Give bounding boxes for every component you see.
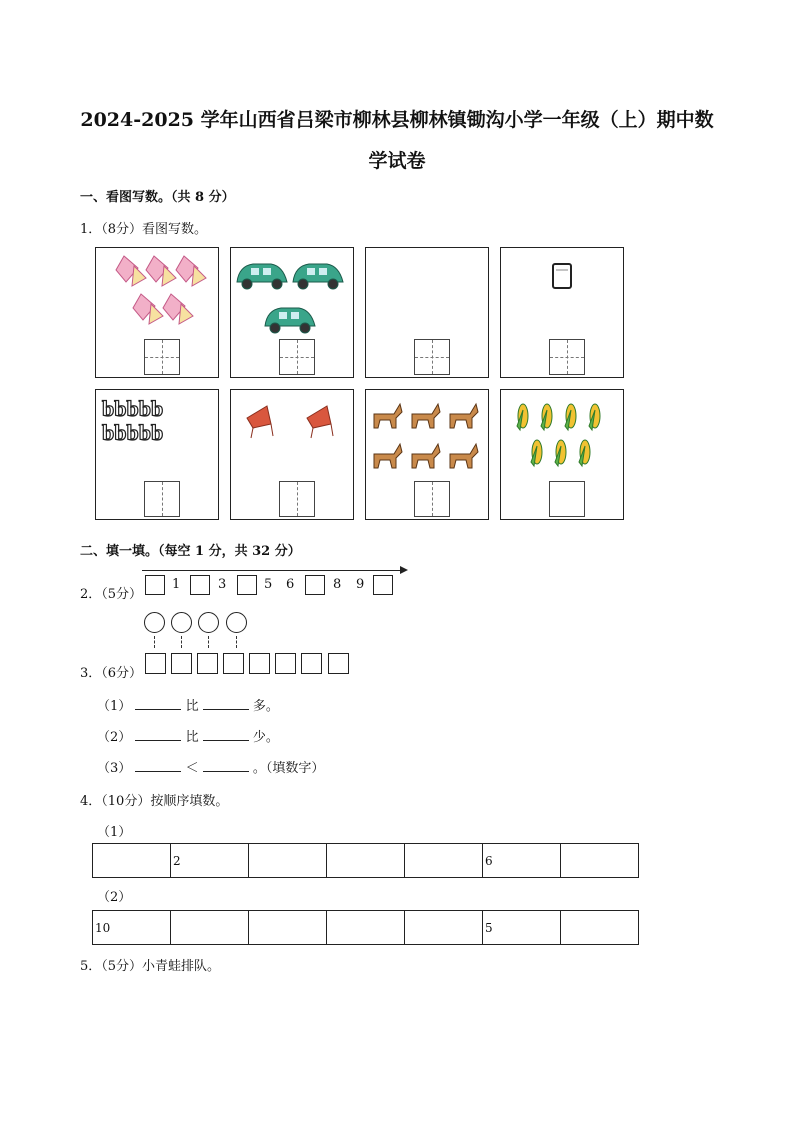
sequence-cell[interactable] [327, 911, 405, 945]
sequence-table-2 [92, 910, 639, 945]
number-line [142, 570, 406, 571]
q3-line-suffix: 。（填数字） [252, 761, 325, 776]
square-shape [171, 653, 192, 674]
q3-line-3 [97, 757, 324, 776]
q3-line-suffix: 少。 [252, 730, 279, 745]
answer-blank[interactable] [135, 697, 181, 710]
q3-compare-word: 比 [185, 730, 199, 745]
dashed-connector [236, 636, 237, 648]
square-shape [145, 653, 166, 674]
answer-blank[interactable] [203, 759, 249, 772]
number-label: 5 [264, 577, 273, 592]
number-label: 8 [333, 577, 342, 592]
horse-icon [366, 390, 488, 480]
circle-shape [144, 612, 165, 633]
question-2-label: 2．（5分） [80, 587, 143, 602]
number-writing-box[interactable] [279, 339, 315, 375]
question-3-label: 3．（6分） [80, 666, 143, 681]
question-5-label: 5．（5分）小青蛙排队。 [80, 959, 221, 974]
answer-blank[interactable] [203, 728, 249, 741]
sequence-cell[interactable] [561, 844, 639, 878]
q4-part-1-label: （1） [97, 825, 132, 840]
number-label: 1 [172, 577, 181, 592]
cup-icon [501, 248, 623, 338]
q3-compare-word: ＜ [185, 761, 199, 776]
number-writing-box[interactable] [144, 339, 180, 375]
sequence-cell[interactable] [249, 844, 327, 878]
sequence-cell[interactable] [171, 911, 249, 945]
question-4-label: 4．（10分）按顺序填数。 [80, 794, 229, 809]
answer-blank[interactable] [203, 697, 249, 710]
sequence-cell[interactable]: 5 [483, 911, 561, 945]
sequence-cell[interactable]: 2 [171, 844, 249, 878]
sequence-table-1 [92, 843, 639, 878]
q3-line-prefix: （2） [97, 730, 132, 745]
question-1-label: 1．（8分）看图写数。 [80, 222, 208, 237]
square-shape [301, 653, 322, 674]
answer-blank[interactable] [135, 728, 181, 741]
number-writing-box[interactable] [414, 339, 450, 375]
butterfly-icon [96, 248, 218, 338]
picture-card-horses [365, 389, 489, 520]
answer-box[interactable] [190, 575, 210, 595]
sequence-cell[interactable] [93, 844, 171, 878]
number-writing-box[interactable] [414, 481, 450, 517]
dashed-connector [154, 636, 155, 648]
q4-part-2-label: （2） [97, 890, 132, 905]
circle-shape [171, 612, 192, 633]
square-shape [197, 653, 218, 674]
letter-b-icon [96, 390, 218, 450]
sequence-cell[interactable] [327, 844, 405, 878]
answer-box[interactable] [305, 575, 325, 595]
picture-card-corn [500, 389, 624, 520]
circle-shape [198, 612, 219, 633]
picture-card-empty [365, 247, 489, 378]
section-2-heading: 二、填一填。（每空 1 分，共 32 分） [80, 544, 301, 559]
sequence-cell[interactable] [405, 844, 483, 878]
q3-compare-word: 比 [185, 699, 199, 714]
sequence-cell[interactable] [405, 911, 483, 945]
picture-card-chairs [230, 389, 354, 520]
answer-box[interactable] [237, 575, 257, 595]
corn-icon [501, 390, 623, 480]
arrow-right-icon [400, 566, 408, 574]
number-label: 3 [218, 577, 227, 592]
circle-shape [226, 612, 247, 633]
picture-card-cars [230, 247, 354, 378]
dashed-connector [181, 636, 182, 648]
number-writing-box[interactable] [144, 481, 180, 517]
sequence-cell[interactable] [249, 911, 327, 945]
picture-card-letters [95, 389, 219, 520]
sequence-cell[interactable] [561, 911, 639, 945]
q3-line-prefix: （3） [97, 761, 132, 776]
square-shape [223, 653, 244, 674]
square-shape [328, 653, 349, 674]
number-writing-box[interactable] [549, 339, 585, 375]
chair-icon [231, 390, 353, 450]
sequence-cell[interactable]: 10 [93, 911, 171, 945]
exam-title-line1: 2024-2025 学年山西省吕梁市柳林县柳林镇锄沟小学一年级（上）期中数 [80, 109, 714, 131]
svg-text:bbbbb: bbbbb [102, 420, 164, 445]
sequence-cell[interactable]: 6 [483, 844, 561, 878]
square-shape [275, 653, 296, 674]
answer-box[interactable] [373, 575, 393, 595]
car-icon [231, 248, 353, 338]
q3-line-2 [97, 726, 279, 745]
number-writing-box[interactable] [549, 481, 585, 517]
answer-box[interactable] [145, 575, 165, 595]
q3-line-1 [97, 695, 279, 714]
square-shape [249, 653, 270, 674]
number-label: 6 [286, 577, 295, 592]
exam-title-line2: 学试卷 [368, 150, 426, 172]
svg-text:bbbbb: bbbbb [102, 396, 164, 421]
number-label: 9 [356, 577, 365, 592]
number-writing-box[interactable] [279, 481, 315, 517]
dashed-connector [208, 636, 209, 648]
q3-line-suffix: 多。 [252, 699, 279, 714]
q3-line-prefix: （1） [97, 699, 132, 714]
picture-card-cup [500, 247, 624, 378]
answer-blank[interactable] [135, 759, 181, 772]
picture-card-butterflies [95, 247, 219, 378]
section-1-heading: 一、看图写数。（共 8 分） [80, 190, 235, 205]
